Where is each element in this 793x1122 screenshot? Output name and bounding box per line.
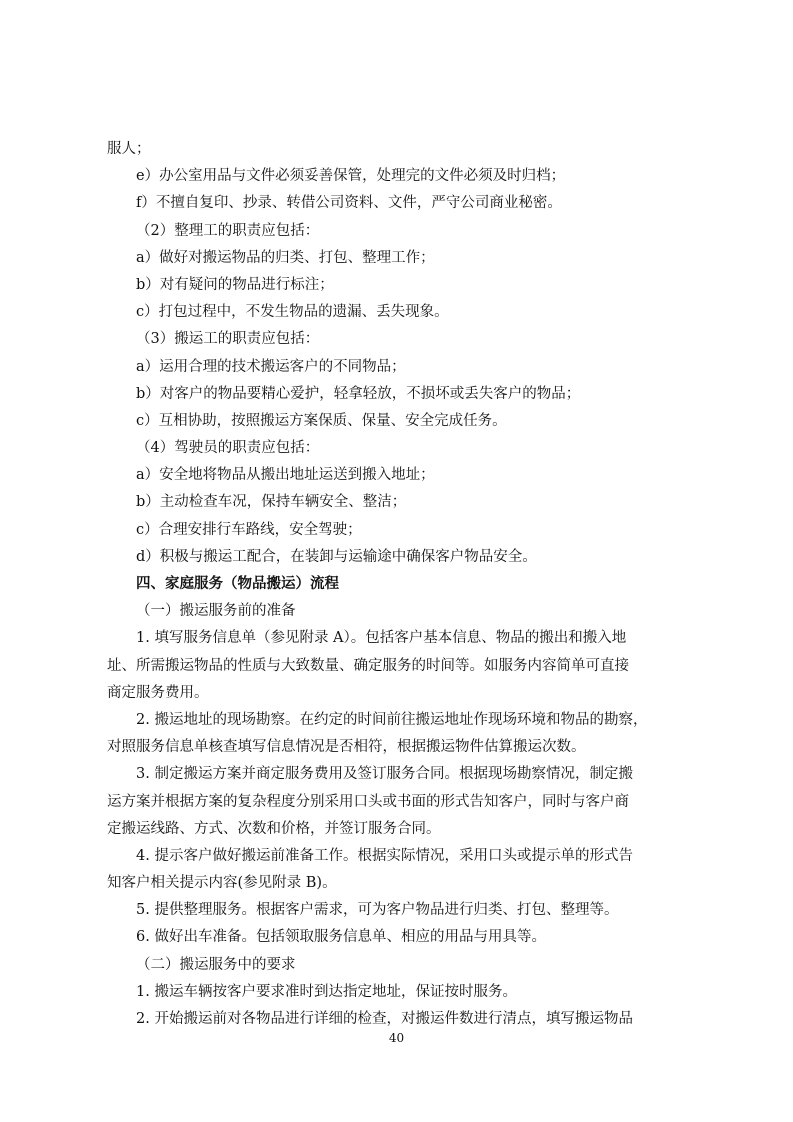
text-line: e）办公室用品与文件必须妥善保管，处理完的文件必须及时归档； — [136, 168, 566, 185]
text-line: b）主动检查车况，保持车辆安全、整洁； — [136, 494, 407, 511]
text-line: a）运用合理的技术搬运客户的不同物品； — [136, 358, 406, 375]
text-line: 3. 制定搬运方案并商定服务费用及签订服务合同。根据现场勘察情况，制定搬 — [136, 766, 633, 783]
text-line: 知客户相关提示内容(参见附录 B)。 — [107, 875, 337, 892]
text-line: c）合理安排行车路线，安全驾驶； — [136, 521, 362, 538]
text-line: 2. 开始搬运前对各物品进行详细的检查，对搬运件数进行清点，填写搬运物品 — [136, 1011, 633, 1027]
text-line: 服人； — [107, 141, 151, 157]
text-line: f）不擅自复印、抄录、转借公司资料、文件，严守公司商业秘密。 — [136, 195, 562, 212]
section-heading: 四、家庭服务（物品搬运）流程 — [136, 576, 339, 592]
text-line: 运方案并根据方案的复杂程度分别采用口头或书面的形式告知客户，同时与客户商 — [107, 793, 629, 810]
section-subheading: （4）驾驶员的职责应包括： — [136, 440, 320, 457]
page-number: 40 — [388, 1031, 405, 1045]
section-subheading: （一）搬运服务前的准备 — [136, 603, 296, 620]
text-line: 商定服务费用。 — [107, 684, 209, 701]
text-line: 1. 填写服务信息单（参见附录 A）。包括客户基本信息、物品的搬出和搬入地 — [136, 630, 627, 647]
text-line: b）对有疑问的物品进行标注； — [136, 276, 334, 293]
text-line: 5. 提供整理服务。根据客户需求，可为客户物品进行归类、打包、整理等。 — [136, 902, 619, 919]
section-subheading: （2）整理工的职责应包括： — [136, 222, 320, 239]
text-line: 址、所需搬运物品的性质与大致数量、确定服务的时间等。如服务内容简单可直接 — [107, 657, 629, 674]
text-line: b）对客户的物品要精心爱护，轻拿轻放，不损坏或丢失客户的物品； — [136, 385, 581, 402]
text-line: 6. 做好出车准备。包括领取服务信息单、相应的用品与用具等。 — [136, 929, 546, 946]
text-line: 4. 提示客户做好搬运前准备工作。根据实际情况，采用口头或提示单的形式告 — [136, 847, 633, 864]
text-line: d）积极与搬运工配合，在装卸与运输途中确保客户物品安全。 — [136, 548, 537, 565]
text-line: 定搬运线路、方式、次数和价格，并签订服务合同。 — [107, 820, 441, 837]
text-line: c）互相协助，按照搬运方案保质、保量、安全完成任务。 — [136, 412, 507, 429]
text-line: a）安全地将物品从搬出地址运送到搬入地址； — [136, 467, 435, 484]
section-subheading: （3）搬运工的职责应包括： — [136, 331, 320, 348]
body-text — [107, 136, 690, 1033]
text-line: a）做好对搬运物品的归类、打包、整理工作； — [136, 249, 435, 266]
text-line: c）打包过程中，不发生物品的遗漏、丢失现象。 — [136, 304, 449, 321]
section-subheading: （二）搬运服务中的要求 — [136, 956, 296, 973]
text-line: 1. 搬运车辆按客户要求准时到达指定地址，保证按时服务。 — [136, 983, 517, 1000]
text-line: 2. 搬运地址的现场勘察。在约定的时间前往搬运地址作现场环境和物品的勘察， — [136, 711, 648, 728]
text-line: 对照服务信息单核查填写信息情况是否相符，根据搬运物件估算搬运次数。 — [107, 739, 586, 756]
